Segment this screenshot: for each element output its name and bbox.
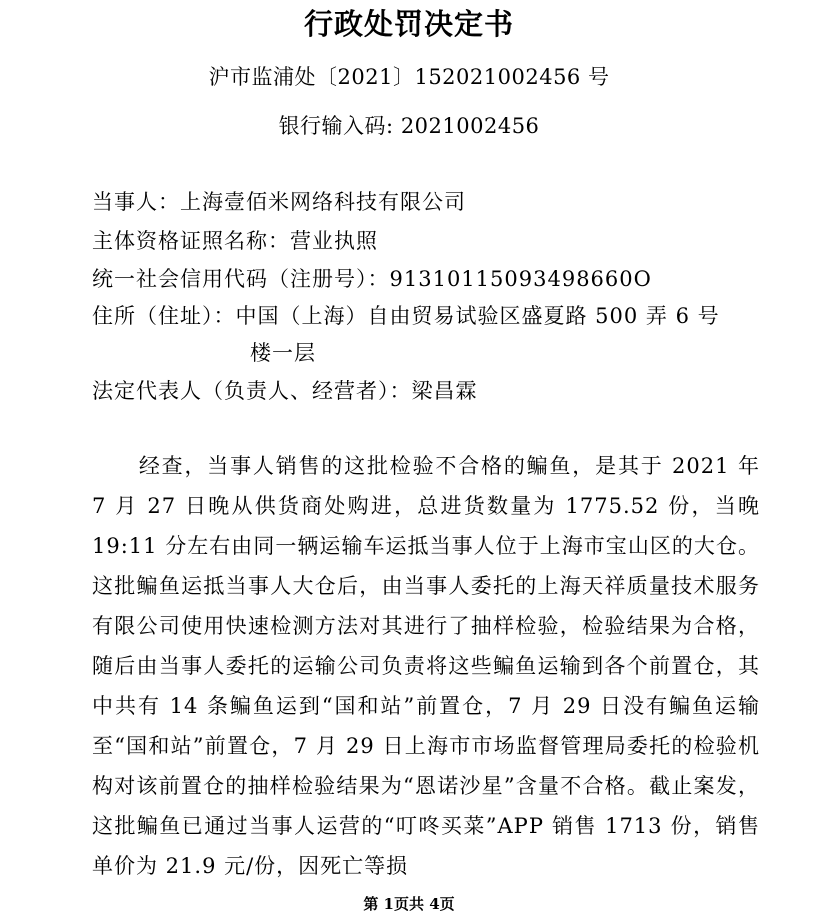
document-number: 沪市监浦处〔2021〕152021002456 号 [208,65,610,89]
investigation-text: 经查，当事人销售的这批检验不合格的鳊鱼，是其于 2021 年 7 月 27 日晚从供货商处购进，总进货数量为 1775.52 份，当晚 19:11 分左右由同一辆运输车运抵当事人位于上海市宝山区的大仓。这批鳊鱼运抵当事人大仓后，由当事人委托的上海天祥质量技术服务有限公司使用快速检测方法对其进行了抽样检验，检验结果为合格，随后由当事人委托的运输公司负责将这些鳊鱼运输到各个前置仓，其中共有 14 条鳊鱼运到“国和站”前置仓，7 月 29 日没有鳊鱼运输至“国和站”前置仓，7 月 29 日上海市市场监督管理局委托的检验机构对该前置仓的抽样检验结果为“恩诺沙星”含量不合格。截止案发，这批鳊鱼已通过当事人运营的“叮咚买菜”APP 销售 1713 份，销售单价为 21.9 元/份，因死亡等损 [92,454,760,878]
document-title: 行政处罚决定书 [303,7,514,41]
investigation-paragraph [92,446,760,886]
address-line-1: 住所（住址）：中国（上海）自由贸易试验区盛夏路 500 弄 6 号 [92,304,720,328]
license-name: 主体资格证照名称：营业执照 [92,229,378,253]
legal-representative: 法定代表人（负责人、经营者）：梁昌霖 [92,379,478,403]
bank-input-code: 银行输入码: 2021002456 [278,114,540,138]
page-number: 第 1页共 4页 [363,895,455,913]
address-line-2: 楼一层 [250,341,316,365]
credit-code: 统一社会信用代码（注册号）：91310115093498660O [92,267,652,291]
party-name: 当事人：上海壹佰米网络科技有限公司 [92,190,466,214]
